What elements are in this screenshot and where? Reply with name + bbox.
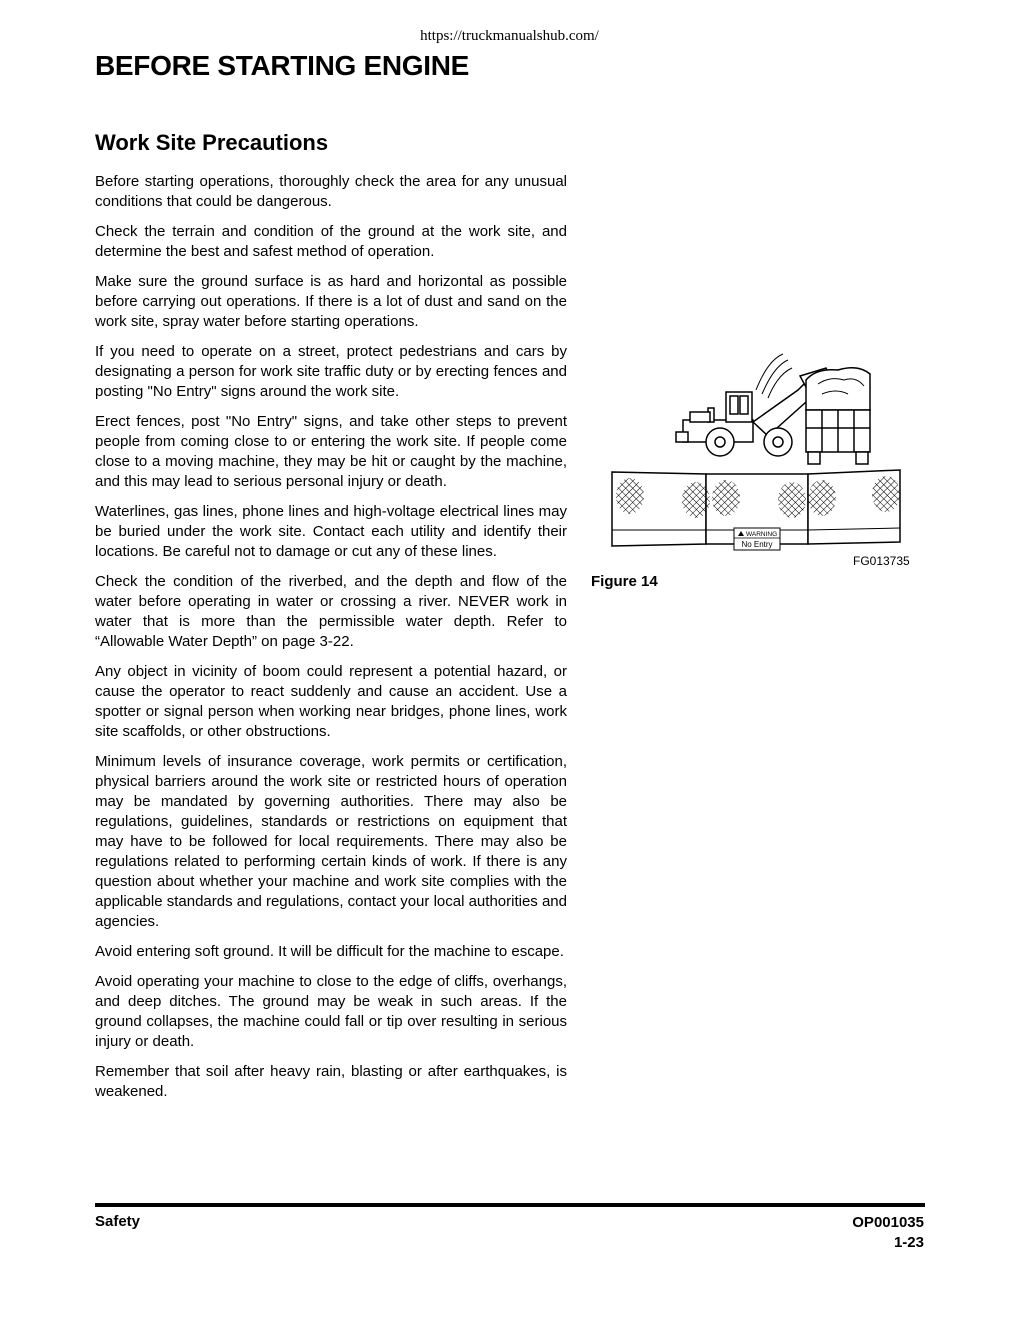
page-title: BEFORE STARTING ENGINE (95, 50, 470, 81)
no-entry-text: No Entry (741, 540, 773, 549)
page-number: 1-23 (893, 1234, 924, 1251)
paragraph: Any object in vicinity of boom could represent a potential hazard, or cause the operator to react suddenly and cause an accident. Use a spotter or signal person when working near bridges, phone lines, work site scaffolds, or other obstructions. (95, 663, 567, 740)
paragraph: Before starting operations, thoroughly check the area for any unusual conditions that could be dangerous. (95, 173, 567, 210)
section-title: Work Site Precautions (95, 130, 329, 155)
paragraph: Check the terrain and condition of the ground at the work site, and determine the best and safest method of operation. (95, 223, 567, 260)
paragraph: Check the condition of the riverbed, and the depth and flow of the water before operating in water or crossing a river. NEVER work in water that is more than the permissible water depth. Refer to “Allowable Water Depth” on page 3-22. (95, 573, 567, 650)
footer-section: Safety (95, 1213, 141, 1230)
figure-code: FG013735 (853, 554, 910, 568)
motion-lines (756, 354, 792, 398)
source-url: https://truckmanualshub.com/ (420, 28, 599, 44)
paragraph: Make sure the ground surface is as hard and horizontal as possible before carrying out operations. If there is a lot of dust and sand on the work site, spray water before starting operations. (95, 273, 567, 330)
paragraph: If you need to operate on a street, protect pedestrians and cars by designating a person for work site traffic duty or by erecting fences and posting "No Entry" signs around the work site. (95, 343, 567, 400)
document-number: OP001035 (852, 1214, 924, 1231)
no-entry-sign (734, 528, 780, 550)
paragraph: Erect fences, post "No Entry" signs, and take other steps to prevent people from coming close to or entering the work site. If people come close to a moving machine, they may be hit or caught by the machine, and this may lead to serious personal injury or death. (95, 413, 567, 490)
footer-reference (852, 1213, 924, 1253)
paragraph: Waterlines, gas lines, phone lines and high-voltage electrical lines may be buried under the work site. Contact each utility and identify their locations. Be careful not to damage or cut any of these lines. (95, 503, 567, 560)
warning-label: WARNING (746, 531, 778, 538)
work-site-figure (608, 350, 920, 572)
paragraph: Remember that soil after heavy rain, blasting or after earthquakes, is weakened. (95, 1063, 567, 1100)
dump-truck-icon (806, 368, 870, 464)
figure-caption: Figure 14 (591, 573, 658, 590)
paragraph: Avoid entering soft ground. It will be difficult for the machine to escape. (95, 943, 564, 960)
paragraph: Avoid operating your machine to close to the edge of cliffs, overhangs, and deep ditches. The ground may be weak in such areas. If the ground collapses, the machine could fall or tip over resulting in serious injury or death. (95, 973, 567, 1050)
loader-and-fence-illustration (608, 350, 920, 572)
footer-rule (95, 1203, 925, 1207)
body-text (95, 172, 567, 1112)
paragraph: Minimum levels of insurance coverage, work permits or certification, physical barriers around the work site or restricted hours of operation may be mandated by governing authorities. There may also be regulations, guidelines, standards or restrictions on equipment that may have to be followed for local requirements. There may also be regulations related to performing certain kinds of work. If there is any question about whether your machine and work site complies with the applicable standards and regulations, contact your local authorities and agencies. (95, 753, 567, 930)
